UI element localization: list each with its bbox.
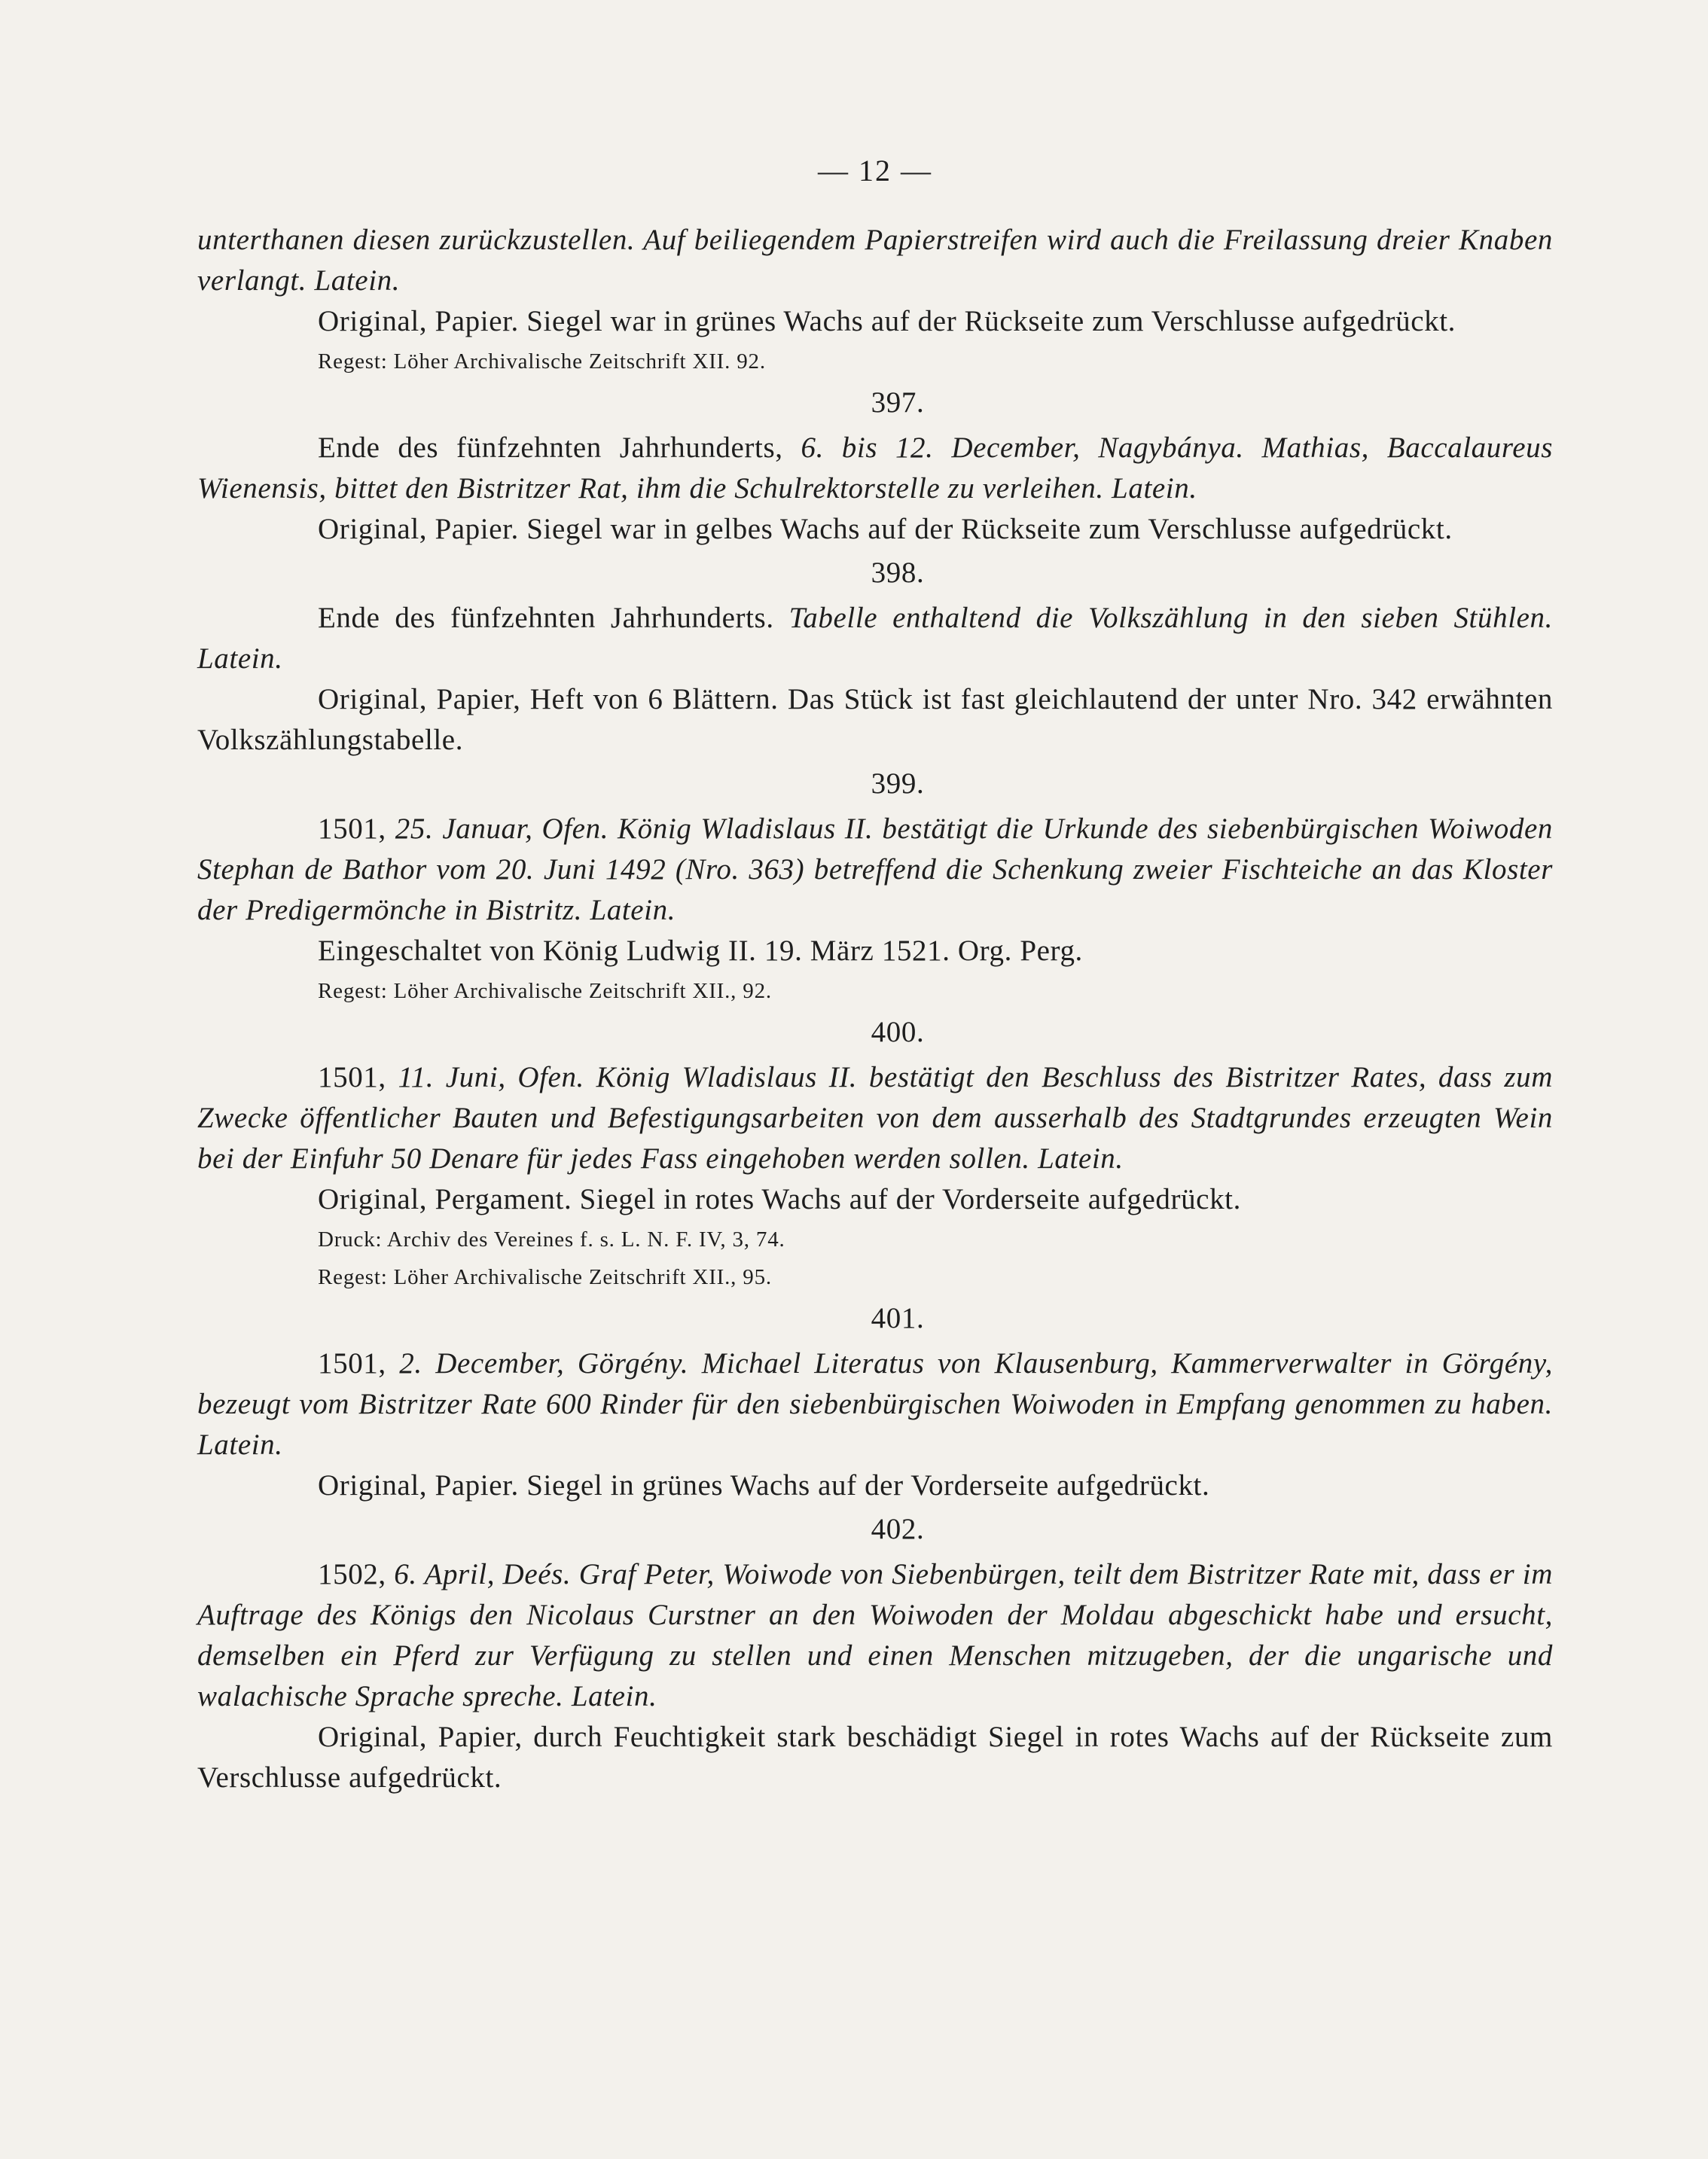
entry-number-400: 400.: [871, 1016, 925, 1048]
entry-source-402: Original, Papier, durch Feuchtigkeit stark beschädigt Siegel in rotes Wachs auf der Rückseite zum Verschlusse aufgedrückt.: [197, 1721, 1553, 1794]
entry-summary-397: [197, 428, 1553, 509]
entry-summary-text: 2. December, Görgény. Michael Literatus von Klausenburg, Kammerverwalter in Görgény, bezeugt vom Bistritzer Rate 600 Rinder für den siebenbürgischen Woiwoden in Empfang genommen zu haben. Latein.: [197, 1347, 1553, 1461]
entry-summary-401: [197, 1343, 1553, 1465]
entry-summary-text: 25. Januar, Ofen. König Wladislaus II. bestätigt die Urkunde des siebenbürgischen Woiwoden Stephan de Bathor vom 20. Juni 1492 (Nro. 363) betreffend die Schenkung zweier Fischteiche an das Kloster der Predigermönche in Bistritz. Latein.: [197, 813, 1553, 926]
entry-summary-text: Tabelle enthaltend die Volkszählung in den sieben Stühlen. Latein.: [197, 602, 1553, 675]
entry-regest-399: Regest: Löher Archivalische Zeitschrift XII., 92.: [318, 979, 772, 1003]
entry-number-399: 399.: [871, 767, 925, 800]
entry-summary-402: [197, 1554, 1553, 1717]
entry-summary-399: [197, 809, 1553, 931]
entry-source-401: Original, Papier. Siegel in grünes Wachs auf der Vorderseite aufgedrückt.: [318, 1469, 1210, 1502]
entry-summary-398: [197, 598, 1553, 679]
entry-druck-400: Druck: Archiv des Vereines f. s. L. N. F. IV, 3, 74.: [318, 1227, 785, 1252]
intro-summary: [197, 220, 1553, 301]
entry-date: 1501,: [318, 813, 386, 845]
entry-summary-text: 6. April, Deés. Graf Peter, Woiwode von Siebenbürgen, teilt dem Bistritzer Rate mit, dass er im Auftrage des Königs den Nicolaus Curstner an den Woiwoden der Moldau abgeschickt habe und ersucht, demselben ein Pferd zur Verfügung zu stellen und einen Menschen mitzugeben, der die ungarische und walachische Sprache spreche. Latein.: [197, 1558, 1553, 1712]
entry-summary-text: 6. bis 12. December, Nagybánya. Mathias, Baccalaureus Wienensis, bittet den Bistritzer Rat, ihm die Schulrektorstelle zu verleihen. Latein.: [197, 431, 1554, 505]
entry-number-402: 402.: [871, 1513, 925, 1545]
entry-date: 1501,: [318, 1061, 386, 1093]
entry-number-401: 401.: [871, 1302, 925, 1334]
entry-source-400: Original, Pergament. Siegel in rotes Wachs auf der Vorderseite aufgedrückt.: [318, 1183, 1241, 1215]
entry-summary-400: [197, 1057, 1553, 1179]
entry-source-399: Eingeschaltet von König Ludwig II. 19. März 1521. Org. Perg.: [318, 935, 1083, 967]
intro-summary-text: unterthanen diesen zurückzustellen. Auf beiliegendem Papierstreifen wird auch die Freilassung dreier Knaben verlangt. Latein.: [197, 224, 1553, 297]
entry-date: Ende des fünfzehnten Jahrhunderts.: [318, 602, 774, 634]
entry-summary-text: 11. Juni, Ofen. König Wladislaus II. bestätigt den Beschluss des Bistritzer Rates, dass zum Zwecke öffentlicher Bauten und Befestigungsarbeiten von dem ausserhalb des Stadtgrundes erzeugten Wein bei der Einfuhr 50 Denare für jedes Fass eingehoben werden sollen. Latein.: [197, 1061, 1553, 1175]
entry-date: 1502,: [318, 1558, 386, 1590]
entry-regest-400: Regest: Löher Archivalische Zeitschrift XII., 95.: [318, 1265, 772, 1289]
entry-source-397: Original, Papier. Siegel war in gelbes Wachs auf der Rückseite zum Verschlusse aufgedrückt.: [318, 513, 1453, 545]
intro-source: Original, Papier. Siegel war in grünes Wachs auf der Rückseite zum Verschlusse aufgedrückt.: [318, 305, 1456, 337]
page-text: [197, 151, 1553, 1798]
entry-date: 1501,: [318, 1347, 386, 1380]
intro-regest: Regest: Löher Archivalische Zeitschrift XII. 92.: [318, 349, 766, 374]
entry-number-397: 397.: [871, 386, 925, 419]
entry-number-398: 398.: [871, 557, 925, 589]
entry-source-398: Original, Papier, Heft von 6 Blättern. Das Stück ist fast gleichlautend der unter Nro. 342 erwähnten Volkszählungstabelle.: [197, 683, 1553, 756]
entry-date: Ende des fünfzehnten Jahrhunderts,: [318, 431, 783, 464]
page-number: — 12 —: [818, 154, 932, 188]
